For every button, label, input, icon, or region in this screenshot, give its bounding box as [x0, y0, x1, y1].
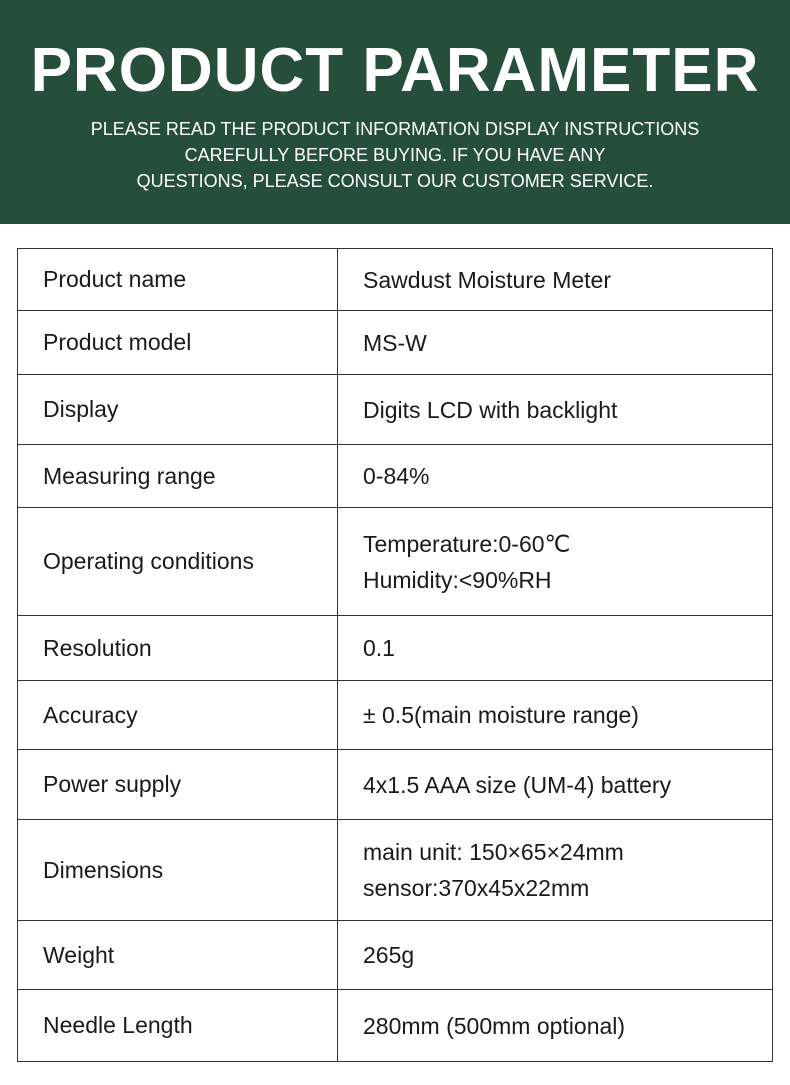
row-value-line: sensor:370x45x22mm [363, 875, 590, 901]
row-value-line: Temperature:0-60℃ [363, 530, 571, 557]
row-value-line: 4x1.5 AAA size (UM-4) battery [363, 771, 672, 798]
row-value-line: Sawdust Moisture Meter [363, 266, 611, 293]
row-value [338, 750, 773, 820]
row-label: Needle Length [18, 990, 338, 1062]
row-value [338, 616, 773, 681]
row-value [338, 820, 773, 921]
banner-subtitle [0, 116, 790, 194]
row-label: Accuracy [18, 681, 338, 750]
row-value-line: Humidity:<90%RH [363, 566, 552, 593]
table-row [18, 445, 773, 508]
row-value-line: 0.1 [363, 635, 395, 661]
page-title: PRODUCT PARAMETER [30, 36, 760, 105]
table-row [18, 750, 773, 820]
banner-subtitle-line: PLEASE READ THE PRODUCT INFORMATION DISPLAY INSTRUCTIONS [90, 119, 700, 139]
table-row [18, 375, 773, 445]
table-row [18, 616, 773, 681]
row-value [338, 311, 773, 375]
row-value [338, 508, 773, 616]
row-value-line: 265g [363, 942, 415, 968]
row-label: Product model [18, 311, 338, 375]
row-label: Resolution [18, 616, 338, 681]
row-value-line: 280mm (500mm optional) [363, 1012, 626, 1039]
row-label: Product name [18, 249, 338, 311]
row-label: Dimensions [18, 820, 338, 921]
table-row [18, 681, 773, 750]
table-row [18, 311, 773, 375]
row-value-line: MS-W [363, 329, 427, 356]
row-value-line: ± 0.5(main moisture range) [363, 702, 639, 728]
row-label: Power supply [18, 750, 338, 820]
row-value [338, 249, 773, 311]
table-row [18, 508, 773, 616]
row-value [338, 921, 773, 990]
table-row [18, 249, 773, 311]
row-value-line: main unit: 150×65×24mm [363, 839, 624, 865]
header-banner [0, 0, 790, 224]
row-value-line: 0-84% [363, 463, 430, 489]
row-label: Display [18, 375, 338, 445]
row-value [338, 445, 773, 508]
row-value-line: Digits LCD with backlight [363, 396, 618, 423]
row-value [338, 375, 773, 445]
row-label: Operating conditions [18, 508, 338, 616]
row-value [338, 990, 773, 1062]
spec-table [17, 248, 773, 1062]
row-label: Weight [18, 921, 338, 990]
row-value [338, 681, 773, 750]
table-row [18, 921, 773, 990]
table-row [18, 820, 773, 921]
row-label: Measuring range [18, 445, 338, 508]
banner-subtitle-line: CAREFULLY BEFORE BUYING. IF YOU HAVE ANY [184, 145, 606, 165]
banner-subtitle-line: QUESTIONS, PLEASE CONSULT OUR CUSTOMER SERVICE. [136, 171, 654, 191]
table-row [18, 990, 773, 1062]
